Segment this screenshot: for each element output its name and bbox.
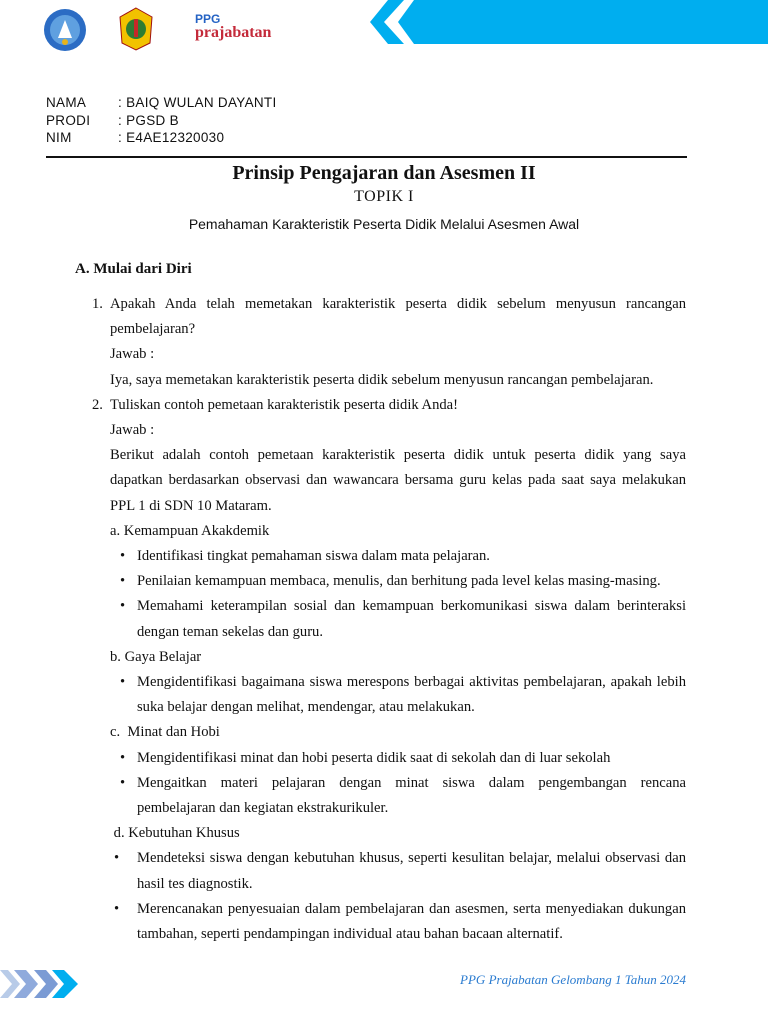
info-row bbox=[46, 112, 277, 130]
ppg-logo-top: PPG bbox=[195, 12, 221, 26]
bullet-icon: • bbox=[120, 749, 126, 766]
info-label: PRODI bbox=[46, 112, 91, 128]
answer-text: Iya, saya memetakan karakteristik peserta didik sebelum menyusun rancangan pembelajaran. bbox=[110, 371, 654, 388]
bullet-icon: • bbox=[114, 850, 120, 867]
info-row bbox=[46, 129, 277, 147]
page-title: Prinsip Pengajaran dan Asesmen II bbox=[232, 162, 536, 184]
ppg-logo bbox=[195, 12, 271, 42]
subtitle: Pemahaman Karakteristik Peserta Didik Melalui Asesmen Awal bbox=[188, 216, 580, 232]
bullet-item bbox=[92, 746, 686, 771]
group-title: a. Kemampuan Akakdemik bbox=[110, 522, 270, 539]
unram-logo bbox=[118, 7, 154, 51]
footer-chevrons bbox=[0, 966, 80, 1002]
topic-label: TOPIK I bbox=[354, 188, 414, 205]
question-number: 1. bbox=[92, 296, 103, 312]
question-2 bbox=[92, 393, 686, 418]
characteristic-groups bbox=[92, 519, 686, 947]
bullet-item bbox=[92, 846, 686, 896]
bullet-icon: • bbox=[120, 598, 126, 615]
question-number: 2. bbox=[92, 396, 103, 413]
bullet-icon: • bbox=[120, 674, 126, 691]
group-title: d. Kebutuhan Khusus bbox=[110, 825, 240, 842]
student-info bbox=[46, 94, 277, 147]
bullet-item bbox=[92, 544, 686, 569]
footer-text: PPG Prajabatan Gelombang 1 Tahun 2024 bbox=[460, 972, 686, 987]
bullet-text: Mengidentifikasi minat dan hobi peserta didik saat di sekolah dan di luar sekolah bbox=[137, 749, 611, 766]
header-banner bbox=[370, 0, 768, 44]
question-text: Apakah Anda telah memetakan karakteristik peserta didik sebelum menyusun rancangan pembelajaran? bbox=[110, 296, 686, 338]
divider bbox=[46, 156, 687, 158]
bullet-text: Identifikasi tingkat pemahaman siswa dalam mata pelajaran. bbox=[137, 548, 490, 565]
bullet-text: Mendeteksi siswa dengan kebutuhan khusus, seperti kesulitan belajar, melalui observasi dan hasil tes diagnostik. bbox=[137, 850, 686, 892]
bullet-text: Penilaian kemampuan membaca, menulis, dan berhitung pada level kelas masing-masing. bbox=[137, 573, 661, 590]
bullet-text: Merencanakan penyesuaian dalam pembelajaran dan asesmen, serta menyediakan dukungan tambahan, seperti pendampingan individual atau bahan bacaan alternatif. bbox=[137, 900, 686, 943]
kemendikbud-logo bbox=[42, 8, 90, 52]
bullet-item bbox=[92, 771, 686, 821]
bullet-icon: • bbox=[114, 900, 120, 917]
group-title: b. Gaya Belajar bbox=[110, 648, 202, 665]
info-row bbox=[46, 94, 277, 112]
answer-label: Jawab : bbox=[110, 346, 155, 363]
bullet-icon: • bbox=[120, 548, 126, 565]
answer-text: Berikut adalah contoh pemetaan karakteristik peserta didik untuk peserta didik yang saya dapatkan berdasarkan observasi dan wawancara bersama guru kelas pada saat saya melakukan PPL 1 di SDN 10 Mataram. bbox=[110, 447, 686, 514]
info-value: : E4AE12320030 bbox=[118, 130, 225, 145]
answer-label: Jawab : bbox=[110, 422, 155, 439]
ppg-logo-bottom: prajabatan bbox=[195, 24, 272, 41]
content-body bbox=[92, 292, 686, 947]
bullet-item bbox=[92, 594, 686, 644]
question-text: Tuliskan contoh pemetaan karakteristik peserta didik Anda! bbox=[110, 396, 459, 413]
bullet-text: Mengidentifikasi bagaimana siswa merespons berbagai aktivitas pembelajaran, apakah lebih suka belajar dengan melihat, mendengar, atau melakukan. bbox=[137, 674, 686, 716]
question-1 bbox=[92, 292, 686, 342]
bullet-icon: • bbox=[120, 573, 126, 590]
info-label: NAMA bbox=[46, 95, 87, 110]
info-value: : PGSD B bbox=[118, 112, 179, 128]
info-value: : BAIQ WULAN DAYANTI bbox=[118, 95, 277, 110]
bullet-text: Mengaitkan materi pelajaran dengan minat siswa dalam pengembangan rencana pembelajaran dan kegiatan ekstrakurikuler. bbox=[137, 774, 686, 817]
bullet-icon: • bbox=[120, 774, 126, 791]
bullet-item bbox=[92, 569, 686, 594]
info-label: NIM bbox=[46, 130, 72, 145]
section-a-heading: A. Mulai dari Diri bbox=[75, 261, 192, 277]
bullet-item bbox=[92, 670, 686, 720]
bullet-text: Memahami keterampilan sosial dan kemampuan berkomunikasi siswa dalam berinteraksi dengan teman sekelas dan guru. bbox=[137, 598, 686, 640]
bullet-item bbox=[92, 897, 686, 947]
group-title: c. Minat dan Hobi bbox=[110, 724, 220, 741]
